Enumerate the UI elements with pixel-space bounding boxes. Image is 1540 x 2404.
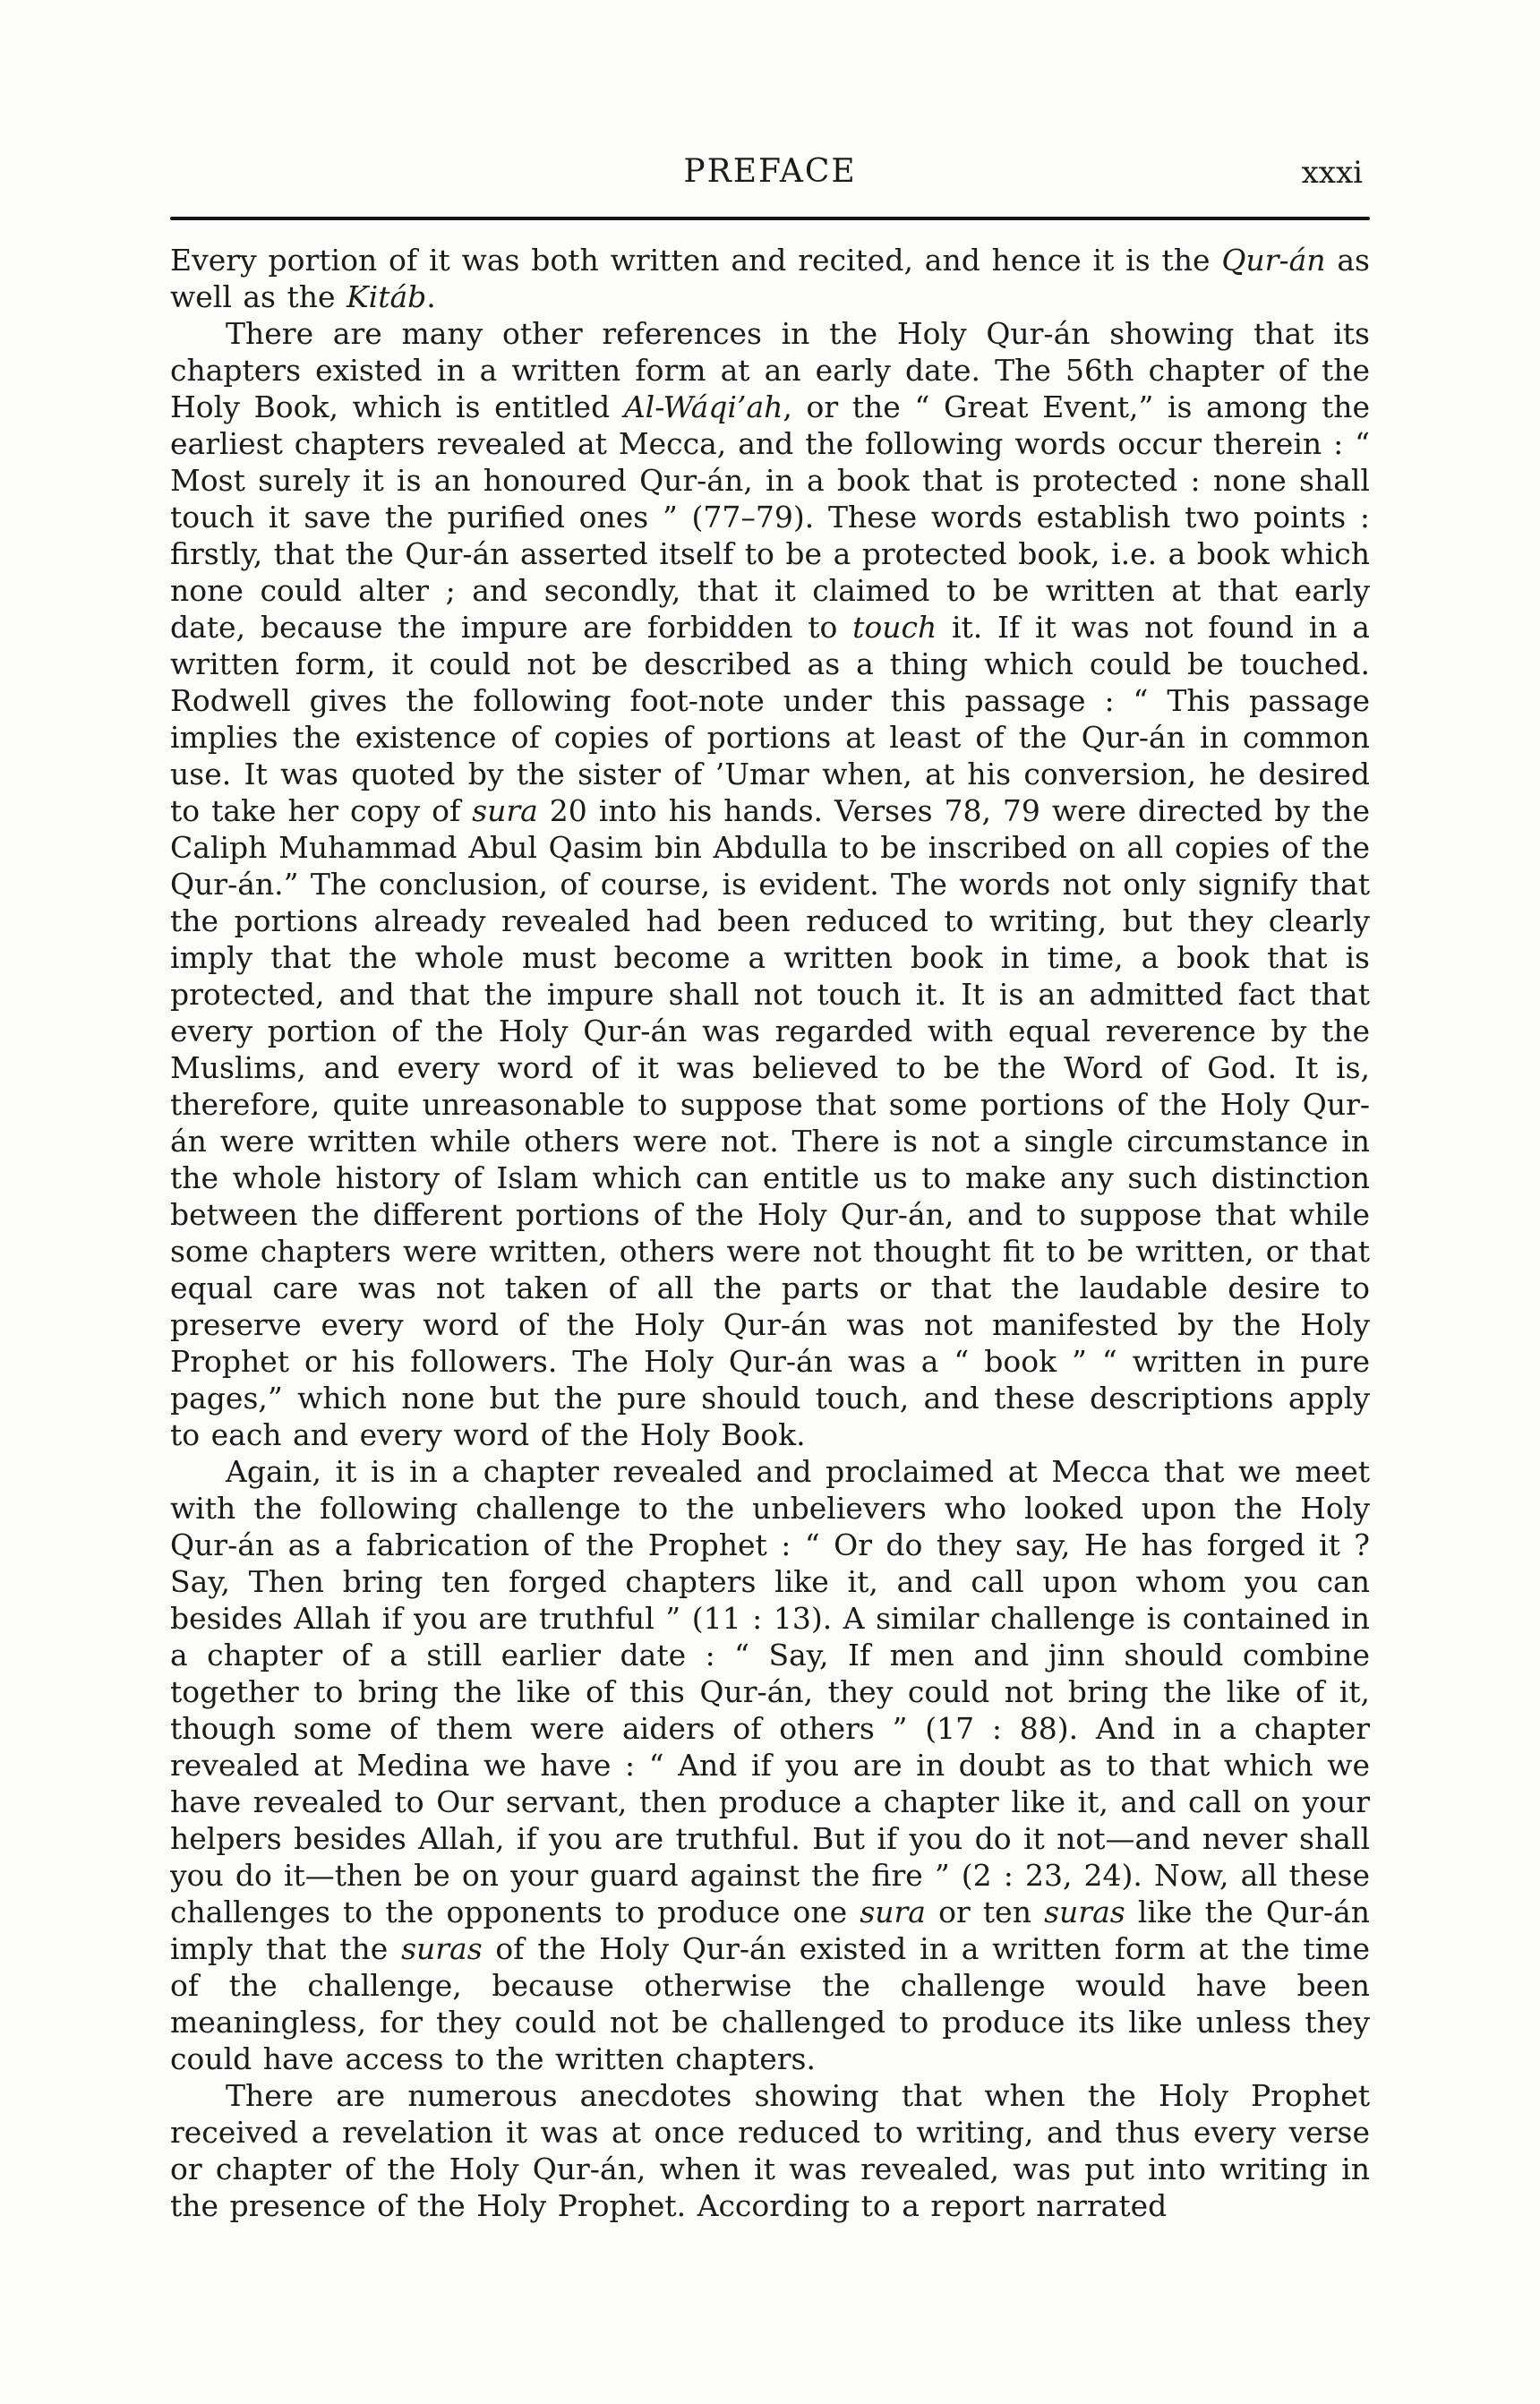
text-run: of the Holy Qur-án existed in a written form at the time of the challenge, because otherwise the challenge would have been meaningless, for they could not be challenged to produce its like unless they could have access to the written chapters. <box>170 1931 1370 2076</box>
paragraph <box>170 242 1370 315</box>
text-run-italic: Kitáb <box>346 279 427 314</box>
text-run-italic: Al-Wáqi’ah <box>623 389 783 424</box>
text-run: Every portion of it was both written and recited, and hence it is the <box>170 243 1222 278</box>
text-run: or ten <box>925 1895 1045 1929</box>
paragraph <box>170 1453 1370 2077</box>
text-run: it. If it was not found in a written form, it could not be described as a thing which could be touched. Rodwell gives the following foot-note under this passage : “ This passage implies the existence of copies of portions at least of the Qur-án in common use. It was quoted by the sister of ’Umar when, at his conversion, he desired to take her copy of <box>170 610 1370 828</box>
page-header <box>170 152 1370 193</box>
text-run: Again, it is in a chapter revealed and proclaimed at Mecca that we meet with the following challenge to the unbelievers who looked upon the Holy Qur-án as a fabrication of the Prophet : “ Or do they say, He has forged it ? Say, Then bring ten forged chapters like it, and call upon whom you can besides Allah if you are truthful ” (11 : 13). A similar challenge is contained in a chapter of a still earlier date : “ Say, If men and jinn should combine together to bring the like of this Qur-án, they could not bring the like of it, though some of them were aiders of others ” (17 : 88). And in a chapter revealed at Medina we have : “ And if you are in doubt as to that which we have revealed to Our servant, then produce a chapter like it, and call on your helpers besides Allah, if you are truthful. But if you do it not—and never shall you do it—then be on your guard against the fire ” (2 : 23, 24). Now, all these challenges to the opponents to produce one <box>170 1454 1370 1929</box>
page-body <box>170 242 1370 2224</box>
text-run: There are numerous anecdotes showing that when the Holy Prophet received a revelation it was at once reduced to writing, and thus every verse or chapter of the Holy Qur-án, when it was revealed, was put into writing in the presence of the Holy Prophet. According to a report narrated <box>170 2078 1370 2223</box>
paragraph <box>170 2077 1370 2224</box>
page-number: xxxi <box>1301 155 1363 191</box>
text-run: There are many other references in the Holy Qur-án showing that its chapters existed in a written form at an early date. The 56th chapter of the Holy Book, which is entitled <box>170 316 1370 424</box>
header-rule <box>170 217 1370 220</box>
text-run: , or the “ Great Event,” is among the earliest chapters revealed at Mecca, and the following words occur therein : “ Most surely it is an honoured Qur-án, in a book that is protected : none shall touch it save the purified ones ” (77–79). These words establish two points : firstly, that the Qur-án asserted itself to be a protected book, i.e. a book which none could alter ; and secondly, that it claimed to be written at that early date, because the impure are forbidden to <box>170 389 1370 645</box>
text-run-italic: sura <box>860 1895 926 1929</box>
text-run-italic: suras <box>1044 1895 1125 1929</box>
text-run-italic: suras <box>401 1931 483 1966</box>
paragraph <box>170 315 1370 1453</box>
text-run: . <box>426 279 436 314</box>
text-run: 20 into his hands. Verses 78, 79 were directed by the Caliph Muhammad Abul Qasim bin Abdulla to be inscribed on all copies of the Qur-án.” The conclusion, of course, is evident. The words not only signify that the portions already revealed had been reduced to writing, but they clearly imply that the whole must become a written book in time, a book that is protected, and that the impure shall not touch it. It is an admitted fact that every portion of the Holy Qur-án was regarded with equal reverence by the Muslims, and every word of it was believed to be the Word of God. It is, therefore, quite unreasonable to suppose that some portions of the Holy Qur-án were written while others were not. There is not a single circumstance in the whole history of Islam which can entitle us to make any such distinction between the different portions of the Holy Qur-án, and to suppose that while some chapters were written, others were not thought fit to be written, or that equal care was not taken of all the parts or that the laudable desire to preserve every word of the Holy Qur-án was not manifested by the Holy Prophet or his followers. The Holy Qur-án was a “ book ” “ written in pure pages,” which none but the pure should touch, and these descriptions apply to each and every word of the Holy Book. <box>170 793 1371 1452</box>
text-run-italic: Qur-án <box>1221 243 1326 278</box>
text-run-italic: touch <box>852 610 937 645</box>
text-run-italic: sura <box>472 793 538 828</box>
text-run: like the Qur-án imply that the <box>170 1895 1370 1966</box>
page-title: PREFACE <box>683 153 857 190</box>
text-run: as well as the <box>170 243 1370 314</box>
